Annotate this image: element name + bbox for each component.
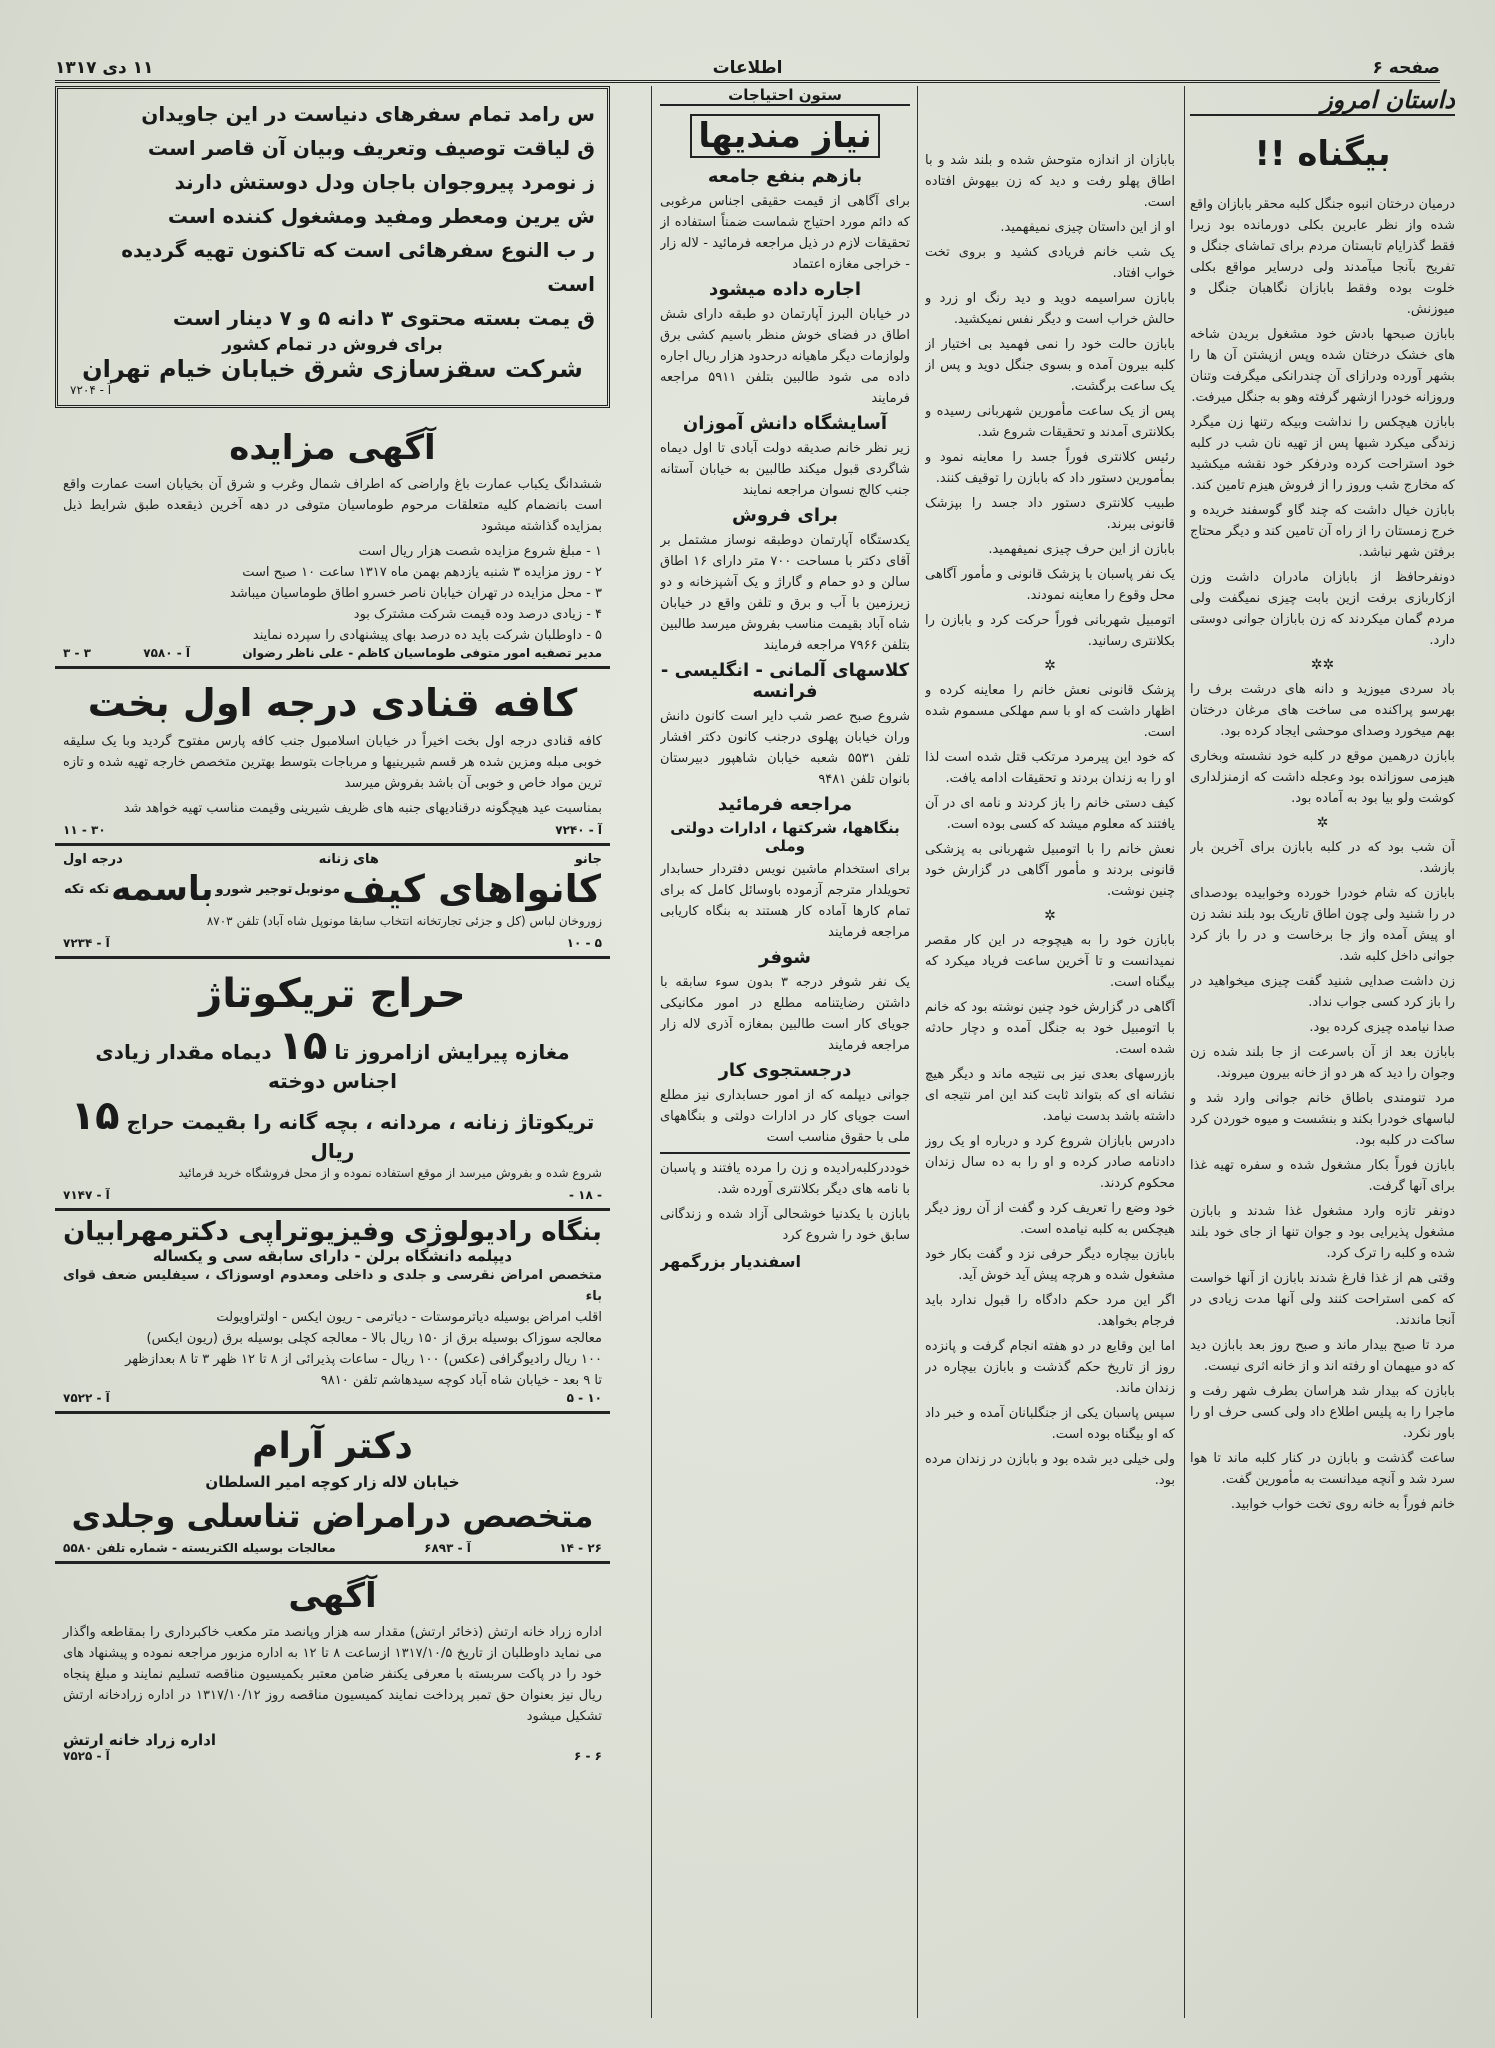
radiology-subtitle: دیپلمه دانشگاه برلن - دارای سابقه سی و یکساله	[152, 1247, 513, 1265]
story-paragraph: طبیب کلانتری دستور داد جسد را بپزشک قانونی ببرند.	[925, 496, 1175, 532]
ref-subheading: بنگاهها، شرکتها ، ادارات دولتی وملی	[670, 819, 900, 855]
ad-knitwear-sale	[55, 959, 610, 1211]
radiology-title: بنگاه رادیولوژی وفیزیوتراپی دکترمهرابیان	[63, 1217, 602, 1247]
notice-title: آگهی	[288, 1576, 377, 1616]
ad-auction	[55, 416, 610, 669]
story-paragraph: بابازن صبحها بادش خود مشغول بریدن شاخه های خشک درختان شده وپس ازپشتن آن ها را بشهر آورده ودرازای آن چندرانکی میگرفت وتنان وروزانه خودرا ازشهر گرفته وهو به جنگل میرفت.	[1190, 327, 1455, 405]
ad-code: آ - ۷۲۰۴	[70, 383, 112, 397]
story-paragraph: یک نفر پاسبان با پزشک قانونی و مأمور آگاهی محل وقوع را معاینه نمودند.	[925, 567, 1175, 603]
page-header	[55, 58, 1440, 83]
ad-code: آ - ۷۲۳۴	[63, 936, 110, 950]
doctor-address: خیابان لاله زار کوچه امیر السلطان	[205, 1473, 460, 1491]
story-paragraph: پس از یک ساعت مأمورین شهربانی رسیده و بکلانتری آمدند و تحقیقات شروع شد.	[925, 404, 1175, 440]
knit-line: دیماه مقدار زیادی اجناس دوخته	[95, 1040, 397, 1093]
story-paragraph: بازرسهای بعدی نیز بی نتیجه ماند و دیگر هیچ نشانه ای که بتواند ثابت کند این امر نتیجه ای داشته باشد بدست نیامد.	[925, 1067, 1175, 1124]
header-date: ۱۱ دی ۱۳۱۷	[55, 58, 154, 78]
doctor-footer: معالجات بوسیله الکتریسته - شماره تلفن ۵۵۸۰	[63, 1541, 336, 1555]
column-divider	[917, 86, 918, 2018]
story-paragraph: ساعت گذشت و بابازن در کنار کلبه ماند تا هوا سرد شد و آنچه میدانست به مأمورین گفت.	[1190, 1451, 1455, 1487]
needs-column	[660, 86, 910, 2018]
story-title: بیگناه !!	[1254, 134, 1391, 174]
ad-fabric	[55, 846, 610, 959]
story-paragraph: که خود این پیرمرد مرتکب قتل شده است لذا او را به زندان بردند و تحقیقات ادامه یافت.	[925, 750, 1175, 786]
ad-code: - ۱۸ -	[569, 1188, 602, 1202]
needs-intro: برای آگاهی از قیمت حقیقی اجناس مرغوبی که دائم مورد احتیاج شماست ضمناً استفاده از تحقیقات لازم در ذیل مراجعه فرمائید - لاله زار - خراجی مغازه اعتماد	[660, 194, 910, 272]
fabric-word: های زنانه	[318, 852, 379, 867]
job-heading: درجستجوی کار	[718, 1060, 852, 1081]
needs-title: نیاز مندیها	[690, 114, 880, 158]
header-newspaper-name: اطلاعات	[712, 58, 783, 78]
story-paragraph: اما این وقایع در دو هفته انجام گرفت و پانزده روز از تاریخ حکم گذشت و بابازن بیچاره در زندان ماند.	[925, 1339, 1175, 1396]
ad-cigarette-box	[55, 86, 610, 408]
story-author-signoff: اسفندیار بزرگمهر	[660, 1252, 802, 1271]
driver-text: یک نفر شوفر درجه ۳ بدون سوء سابقه با داشتن رضایتنامه مطلع در امور مکانیکی جویای کار است طالبین بمغازه آذری لاله زار مراجعه فرمایند	[660, 975, 910, 1053]
class-heading: کلاسهای آلمانی - انگلیسی - فرانسه	[660, 660, 910, 702]
fabric-word: درجه اول	[63, 852, 123, 867]
radiology-line: ۱۰۰ ریال رادیوگرافی (عکس) ۱۰۰ ریال - ساعات پذیرائی از ۸ تا ۱۲ ظهر ۳ تا ۸ بعدازظهر	[125, 1352, 602, 1367]
ref-text: برای استخدام ماشین نویس دفتردار حسابدار تحویلدار مترجم آزموده باوسائل کامل که برای تمام کارها آماده کار هستند به بنگاه کاریابی مراجعه فرمایند	[660, 862, 910, 940]
story-paragraph: خوددرکلبه‌رادیده و زن را مرده یافتند و پاسبان با نامه های دیگر بکلانتری آورده شد.	[660, 1152, 910, 1200]
knit-title: حراج تریکوتاژ	[199, 971, 466, 1017]
ad-doctor	[55, 1414, 610, 1564]
ad-line: ر ب النوع سفرهائی است که تاکنون تهیه گردیده است	[121, 238, 595, 296]
fabric-word: جانو	[574, 852, 602, 867]
ref-heading: مراجعه فرمائید	[717, 794, 853, 815]
story-paragraph: یک شب خانم فریادی کشید و بروی تخت خواب افتاد.	[925, 245, 1175, 281]
needs-subtitle: بازهم بنفع جامعه	[707, 166, 863, 187]
needs-section-label: ستون احتیاجات	[660, 86, 910, 106]
fabric-title-side: باسمه	[111, 869, 214, 909]
fabric-word: مونوبل	[294, 881, 341, 897]
ad-cafe	[55, 669, 610, 846]
story-paragraph: دونفر تازه وارد مشغول غذا شدند و بابازن مشغول پذیرایی بود و جوان تنها از جای خود بلند شده و کلبه را ترک کرد.	[1190, 1204, 1455, 1261]
story-paragraph: پزشک قانونی نعش خانم را معاینه کرده و اظهار داشت که او با سم مهلکی مسموم شده است.	[925, 683, 1175, 740]
ad-code: ۶ - ۶	[574, 1749, 602, 1763]
ad-code: آ - ۷۲۴۰	[555, 823, 602, 837]
column-divider	[1184, 86, 1185, 2018]
school-heading: آسایشگاه دانش آموزان	[682, 413, 888, 434]
story-paragraph: خانم فوراً به خانه روی تخت خواب خوابید.	[1230, 1497, 1455, 1512]
ad-company: شرکت سقزسازی شرق خیابان خیام تهران	[82, 355, 583, 383]
ad-code: آ - ۷۵۲۵	[63, 1749, 110, 1763]
ad-code: آ - ۷۱۴۷	[63, 1188, 110, 1202]
ad-code: ۱۰ - ۵	[566, 1391, 602, 1405]
story-paragraph: باد سردی میوزید و دانه های درشت برف را بهرسو پراکنده می ساخت های مرغان درختان بهم میخورد وصدای موحشی ایجاد کرده بود.	[1190, 682, 1455, 739]
fabric-word: تکه تکه	[63, 881, 110, 897]
knit-line: حراج	[126, 1110, 175, 1134]
story-paragraph: آگاهی در گزارش خود چنین نوشته بود که خانم با اتومبیل خود به جنگل آمده و دچار حادثه شده است.	[925, 1000, 1175, 1057]
auction-item: ۲ - روز مزایده ۳ شنبه یازدهم بهمن ماه ۱۳۱۷ ساعت ۱۰ صبح است	[242, 565, 602, 580]
fabric-word: توجیر شورو	[215, 881, 293, 897]
story-paragraph: خود وضع را تعریف کرد و گفت از آن روز دیگر هیچکس به کلبه نیامده است.	[925, 1201, 1175, 1237]
knit-line: تریکوتاژ زنانه ، مردانه ، بچه گانه را بقیمت	[181, 1110, 595, 1134]
ad-line: برای فروش در تمام کشور	[222, 335, 443, 355]
separator-stars-icon: ✲	[1316, 815, 1329, 831]
story-paragraph: بابازن درهمین موقع در کلبه خود نشسته وبخاری هیزمی سوزانده بود وعجله داشت که ازمنزلداری کوشت ولو بیا بود به آماده بود.	[1190, 749, 1455, 806]
knit-price: ۱۵	[70, 1093, 120, 1139]
story-column-label: داستان امروز	[1190, 86, 1455, 116]
ad-code: آ - ۷۵۸۰	[143, 646, 191, 660]
story-paragraph: بابازن که بیدار شد هراسان بطرف شهر رفت و ماجرا را به پلیس اطلاع داد ولی کسی حرف او را باور نکرد.	[1190, 1384, 1455, 1441]
story-paragraph: او از این داستان چیزی نمیفهمید.	[1000, 220, 1175, 235]
story-paragraph: بابازن که شام خودرا خورده وخوابیده بودصدای در را شنید ولی چون اطاق تاریک بود بلند نشد زن او پیش آمده واز جا برخاست و در را باز کرد جوانی داخل کلبه شد.	[1190, 886, 1455, 964]
sale-text: یکدستگاه آپارتمان دوطبقه نوساز مشتمل بر آقای دکتر با مساحت ۷۰۰ متر دارای ۱۶ اطاق سالن و دو حمام و گاراژ و یک آشپزخانه و دو زیرزمین با آب و برق و تلفن واقع در خیابان شاه آباد بقیمت مناسب بفروش میرسد طالبین بتلفن ۷۹۶۶ مراجعه فرمایند	[660, 533, 910, 653]
ad-code: ۲۶ - ۱۴	[559, 1541, 602, 1555]
column-divider	[651, 86, 652, 2018]
ad-code: آ - ۶۸۹۳	[424, 1541, 471, 1555]
radiology-line: تا ۹ بعد - خیابان شاه آباد کوچه سیدهاشم تلفن ۹۸۱۰	[320, 1373, 602, 1388]
radiology-line: متخصص امراض نقرسی و جلدی و داخلی ومعدوم اوسوزاک ، سیفلیس ضعف قوای باء	[63, 1268, 602, 1304]
ad-line: س رامد تمام سفرهای دنیاست در این جاویدان	[141, 102, 595, 126]
story-paragraph: اگر این مرد حکم دادگاه را قبول ندارد باید فرجام بخواهد.	[925, 1293, 1175, 1329]
auction-signature: مدیر تصفیه امور متوفی طوماسیان کاظم - علی ناظر رضوان	[242, 646, 602, 660]
story-paragraph: مرد تنومندی باطاق خانم جوانی وارد شد و لباسهای خودرا بکند و بنشست و میوه خوردن کرد ساکت در کلبه بود.	[1190, 1091, 1455, 1148]
ad-code: ۳۰ - ۱۱	[63, 823, 106, 837]
rent-heading: اجاره داده میشود	[708, 279, 862, 300]
story-paragraph: کیف دستی خانم را باز کردند و نامه ای در آن یافتند که معلوم میشد که کسی بوده است.	[925, 796, 1175, 832]
story-paragraph: بابازن خود را به هیچوجه در این کار مقصر نمیدانست و تا آخرین ساعت فریاد میکرد که بیگناه است.	[925, 933, 1175, 990]
job-text: جوانی دیپلمه که از امور حسابداری نیز مطلع است جویای کار در ادارات دولتی و بنگاههای ملی با حقوق مناسب است	[660, 1088, 910, 1145]
ad-code: ۳ - ۳	[63, 646, 91, 660]
doctor-specialty: متخصص درامراض تناسلی وجلدی	[71, 1497, 594, 1535]
ad-line: ق یمت بسته محتوی ۳ دانه ۵ و ۷ دینار است	[172, 306, 595, 330]
notice-text: اداره زراد خانه ارتش (ذخائر ارتش) مقدار سه هزار وپانصد متر مکعب خاکبرداری را بمقاطعه واگذار می نماید داوطلبان از تاریخ ۱۳۱۷/۱۰/۵ ازساعت ۸ تا ۱۲ به اداره مزبور مراجعه نموده و پیشنهاد های خود را در پاکت سربسته با معرفی یکنفر ضامن معتبر بکمیسیون مناقصه تسلیم نمایند و مبلغ پنجاه ریال نیز بعنوان حق تمبر پرداخت نمایند کمیسیون مناقصه روز ۱۳۱۷/۱۰/۱۲ در اداره زرادخانه ارتش تشکیل میشود	[63, 1625, 603, 1724]
story-paragraph: بابازن خیال داشت که چند گاو گوسفند خریده و خرج زمستان را از راه آن تامین کند و دیگر محتاج برفتن شهر نباشد.	[1190, 503, 1455, 560]
ads-column	[55, 86, 610, 2018]
header-page-number: صفحه ۶	[1372, 58, 1440, 78]
auction-title: آگهی مزایده	[229, 428, 436, 468]
sale-heading: برای فروش	[732, 505, 838, 526]
story-paragraph: بابازن حالت خود را نمی فهمید بی اختیار از کلبه بیرون آمده و بسوی جنگل دوید و پس از یک ساعت برگشت.	[925, 337, 1175, 394]
auction-item: ۳ - محل مزایده در تهران خیابان ناصر خسرو اطاق طوماسیان میباشد	[229, 586, 602, 601]
separator-stars-icon: ✲✲	[1310, 657, 1335, 673]
knit-text: شروع شده و بفروش میرسد از موقع استفاده نموده و از محل فروشگاه خرید فرمائید	[178, 1166, 602, 1180]
cafe-text: کافه قنادی درجه اول بخت اخیراً در خیابان اسلامبول جنب کافه پارس مفتوح گردید وبا یک سلیقه خوبی مبله ومزین شده هر قسم شیرینیها و مرباجات بتوسط بهترین متخصص خارجه تهیه شده و تازه ترین مواد خاص و خوبی آن باشد بفروش میرسد	[63, 734, 602, 791]
story-paragraph: مرد تا صبح بیدار ماند و صبح روز بعد بابازن دید که دو میهمان او رفته اند و از خانه اثری نیست.	[1190, 1338, 1455, 1374]
ad-code: ۵ - ۱۰	[566, 936, 602, 950]
cafe-text: بمناسبت عید هیچگونه درقنادیهای جنبه های ظریف شیرینی وقیمت مناسب تهیه خواهد شد	[123, 801, 602, 816]
story-paragraph: بابازان از اندازه متوحش شده و بلند شد و با اطاق پهلو رفت و دید که زن بیهوش افتاده است.	[925, 153, 1175, 210]
story-paragraph: بابازن از این حرف چیزی نمیفهمید.	[988, 542, 1175, 557]
story-paragraph: سپس پاسبان یکی از جنگلبانان آمده و خبر داد که او بیگناه بوده است.	[925, 1406, 1175, 1442]
radiology-line: اقلب امراض بوسیله دیاترموستات - دیاترمی - ریون ایکس - اولتراویولت	[216, 1310, 602, 1325]
rent-text: در خیابان البرز آپارتمان دو طبقه دارای شش اطاق در فضای خوش منظر باسیم کشی برق ولوازمات دیگر ماهیانه درحدود هزار ریال اجاره داده می شود طالبین بتلفن ۵۹۱۱ مراجعه فرمایند	[660, 307, 910, 406]
auction-item: ۵ - داوطلبان شرکت باید ده درصد بهای پیشنهادی را سپرده نمایند	[252, 628, 602, 643]
story-paragraph: بابازن بعد از آن باسرعت از جا بلند شده زن وجوان را دید که هر دو از خانه بیرون میروند.	[1190, 1045, 1455, 1081]
separator-stars-icon: ✲	[1044, 908, 1056, 924]
driver-heading: شوفر	[759, 947, 811, 968]
class-text: شروع صبح عصر شب دایر است کانون دانش وران خیابان پهلوی درجنب کانون دکتر افشار تلفن ۵۵۳۱ شعبه خیابان شاهپور دبیرستان بانوان تلفن ۹۴۸۱	[660, 709, 910, 787]
ad-code: آ - ۷۵۲۲	[63, 1391, 110, 1405]
story-paragraph: نعش خانم را با اتومبیل شهربانی به پزشکی قانونی بردند و مأمور آگاهی در گزارش خود چنین نوشت.	[925, 842, 1175, 899]
story-paragraph: درمیان درختان انبوه جنگل کلبه محقر بابازان واقع شده واز نظر عابرین بکلی دورمانده بود زیرا فقط گذرایام تابستان مردم برای تماشای جنگل و تفریح بآنجا میآمدند ولی درسایر مواقع بکلی خلوت بوده وفقط بابازان نگاهبان جنگل و میوزنش.	[1190, 197, 1455, 317]
story-paragraph: بابازن هیچکس را نداشت وبیکه رتنها زن میگرد زندگی میکرد شبها پس از تهیه نان شب در کلبه خود استراحت کرده ودرفکر خود نقشه میکشید که مخارج شب وروز را از فروش هیزم تامین کند.	[1190, 415, 1455, 493]
school-text: زیر نظر خانم صدیقه دولت آبادی تا اول دیماه شاگردی قبول میکند طالبین به خیابان آستانه جنب کالج نسوان مراجعه نمایند	[660, 441, 910, 498]
fabric-text: زوروخان لباس (کل و جزئی تجارتخانه انتخاب سابقا مونوپل شاه آباد) تلفن ۸۷۰۳	[206, 914, 602, 928]
radiology-line: معالجه سوزاک بوسیله برق از ۱۵۰ ریال بالا - معالجه کچلی بوسیله برق (ریون ایکس)	[146, 1331, 602, 1346]
story-paragraph: بابازن بیچاره دیگر حرفی نزد و گفت بکار خود مشغول شده و هرچه پیش آید خوش آید.	[925, 1247, 1175, 1283]
story-paragraph: زن داشت صدایی شنید گفت چیزی میخواهید در را باز کرد کسی جواب نداد.	[1190, 974, 1455, 1010]
fabric-title: کانواهای کیف	[341, 867, 602, 911]
story-column	[1190, 86, 1455, 2018]
knit-line: مغازه پیرایش ازامروز تا	[334, 1040, 570, 1064]
knit-number: ۱۵	[278, 1023, 328, 1069]
auction-item: ۴ - زیادی درصد وده قیمت شرکت مشترک بود	[353, 607, 602, 622]
story-continuation-column	[925, 150, 1175, 2018]
auction-item: ۱ - مبلغ شروع مزایده شصت هزار ریال است	[358, 544, 602, 559]
auction-text: ششدانگ یکباب عمارت باغ واراضی که اطراف شمال وغرب و شرق آن بخیابان است عمارت واقع است بانضمام کلیه متعلقات مرحوم طوماسیان متوفی در دهه آخرین ذیقعده طبق شرایط ذیل بمزایده گذاشته میشود	[63, 477, 602, 534]
ad-line: ش یرین ومعطر ومفید ومشغول کننده است	[167, 204, 595, 228]
ad-line: ز نومرد پیروجوان باجان ودل دوستش دارند	[174, 170, 595, 194]
story-paragraph: دونفرحافظ از بابازان مادران داشت وزن ازکاربازی برفت ازین بابت چیزی نمیگفت ولی مردم گمان میکردند که زن بابازان جوانی دوستی دارد.	[1190, 570, 1455, 648]
story-paragraph: اتومبیل شهربانی فوراً حرکت کرد و بابازن را بکلانتری رسانید.	[925, 613, 1175, 649]
story-paragraph: دادرس بابازان شروع کرد و درباره او یک روز دادنامه صادر کرده و او را به ده سال زندان محکوم کردند.	[925, 1134, 1175, 1191]
doctor-name: دکتر آرام	[252, 1426, 413, 1467]
story-paragraph: ولی خیلی دیر شده بود و بابازن در زندان مرده بود.	[925, 1452, 1175, 1488]
cafe-title: کافه قنادی درجه اول بخت	[87, 681, 578, 725]
ad-radiology	[55, 1211, 610, 1414]
notice-footer: اداره زراد خانه ارتش	[63, 1731, 217, 1749]
story-paragraph: بابازن سراسیمه دوید و دید رنگ او زرد و حالش خراب است و دیگر نفس نمیکشید.	[925, 291, 1175, 327]
knit-line: ریال	[310, 1139, 355, 1163]
story-paragraph: آن شب بود که در کلبه بابازن برای آخرین بار بازشد.	[1190, 840, 1455, 876]
story-paragraph: بابازن با یکدنیا خوشحالی آزاد شده و زندگانی سابق خود را شروع کرد	[660, 1207, 910, 1243]
story-paragraph: صدا نیامده چیزی کرده بود.	[1309, 1020, 1455, 1035]
story-paragraph: بابازن فوراً بکار مشغول شده و سفره تهیه غذا برای آنها گرفت.	[1190, 1158, 1455, 1194]
ad-line: ق لیاقت توصیف وتعریف وبیان آن قاصر است	[147, 136, 595, 160]
story-paragraph: وقتی هم از غذا فارغ شدند بابازن از آنها خواست که کمی استراحت کنند ولی آنها مدت زیادی در آنجا ماندند.	[1190, 1271, 1455, 1328]
separator-stars-icon: ✲	[1044, 658, 1056, 674]
ad-notice	[55, 1564, 610, 1769]
story-paragraph: رئیس کلانتری فوراً جسد را معاینه نمود و بمأمورین دستور داد که بابازن را توقیف کنند.	[925, 450, 1175, 486]
